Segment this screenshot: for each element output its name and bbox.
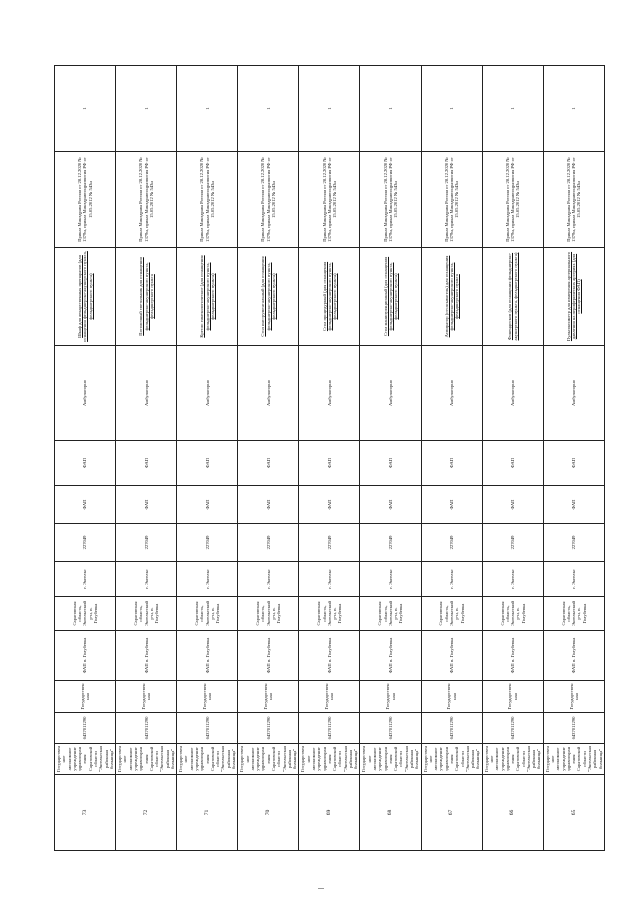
table-row [482,66,543,851]
care-cell: Амбулаторно [55,346,116,441]
orders-cell: Приказ Минздрава России от 28.12.2020 № 1379н, приказ Минздравсоцразвития РФ от 15.05.2012 № 543н [482,152,543,248]
code-cell: 227049 [299,524,360,562]
table-row [238,66,299,851]
code-cell: 227049 [421,524,482,562]
institution-cell: Государственное автономное учреждение здравоохранения Саратовской области "Энгельсская районная больница" [482,744,543,775]
row-number-cell: 72 [116,775,177,851]
unit-cell: ФАП п. Голубевка [421,631,482,681]
care-cell: Амбулаторно [360,346,421,441]
table-row [421,66,482,851]
equipment-cell: Шкаф для лекарственных препаратов (для оснащения фельдшерско-акушерского пункта, фельдшерского пункта) [55,248,116,346]
address-cell: Саратовская область, Энгельсский р-н, п. Голубевка [116,597,177,631]
quantity-cell: 1 [55,66,116,152]
equipment-cell: Пульсоксиметр для измерения артериального давления на периферических артериях (для оснащения ФАП) [543,248,604,346]
type_b-cell: ФАП [299,441,360,486]
type_b-cell: ФАП [421,441,482,486]
row-number-cell: 65 [543,775,604,851]
ownership-cell: Государственная [543,681,604,713]
table-row [360,66,421,851]
row-number-cell: 73 [55,775,116,851]
row-number-cell: 70 [238,775,299,851]
type_a-cell: ФАП [116,486,177,524]
unit-cell: ФАП п. Голубевка [482,631,543,681]
orders-cell: Приказ Минздрава России от 28.12.2020 № 1379н, приказ Минздравсоцразвития РФ от 15.05.2012 № 543н [177,152,238,248]
equipment-cell: Стол манипуляционный (для оснащения фельдшерско-акушерского пункта, фельдшерского пункта) [360,248,421,346]
address-cell: Саратовская область, Энгельсский р-н, п. Голубевка [177,597,238,631]
city-cell: г. Энгельс [238,562,299,597]
code-cell: 227049 [55,524,116,562]
inn-cell: 6437011290 [543,713,604,744]
quantity-cell: 1 [177,66,238,152]
institution-cell: Государственное автономное учреждение здравоохранения Саратовской области "Энгельсская районная больница" [299,744,360,775]
equipment-cell: Аспиратор (отсасыватель) для оснащения фельдшерско-акушерского пункта, фельдшерского пункта [421,248,482,346]
type_a-cell: ФАП [238,486,299,524]
city-cell: г. Энгельс [360,562,421,597]
institution-cell: Государственное автономное учреждение здравоохранения Саратовской области "Энгельсская районная больница" [177,744,238,775]
quantity-cell: 1 [238,66,299,152]
orders-cell: Приказ Минздрава России от 28.12.2020 № 1379н, приказ Минздравсоцразвития РФ от 15.05.2012 № 543н [238,152,299,248]
care-cell: Амбулаторно [299,346,360,441]
institution-cell: Государственное автономное учреждение здравоохранения Саратовской области "Энгельсская районная больница" [421,744,482,775]
table-row [299,66,360,851]
table-row [543,66,604,851]
unit-cell: ФАП п. Голубевка [177,631,238,681]
type_b-cell: ФАП [543,441,604,486]
inn-cell: 6437011290 [116,713,177,744]
ownership-cell: Государственная [55,681,116,713]
orders-cell: Приказ Минздрава России от 28.12.2020 № 1379н, приказ Минздравсоцразвития РФ от 15.05.2012 № 543н [55,152,116,248]
type_a-cell: ФАП [482,486,543,524]
inn-cell: 6437011290 [299,713,360,744]
quantity-cell: 1 [482,66,543,152]
care-cell: Амбулаторно [116,346,177,441]
ownership-cell: Государственная [177,681,238,713]
type_b-cell: ФАП [116,441,177,486]
code-cell: 227049 [360,524,421,562]
quantity-cell: 1 [116,66,177,152]
inn-cell: 6437011290 [421,713,482,744]
code-cell: 227049 [238,524,299,562]
address-cell: Саратовская область, Энгельсский р-н, п. Голубевка [55,597,116,631]
city-cell: г. Энгельс [421,562,482,597]
ownership-cell: Государственная [421,681,482,713]
inn-cell: 6437011290 [482,713,543,744]
type_a-cell: ФАП [299,486,360,524]
city-cell: г. Энгельс [177,562,238,597]
ownership-cell: Государственная [299,681,360,713]
unit-cell: ФАП п. Голубевка [116,631,177,681]
institution-cell: Государственное автономное учреждение здравоохранения Саратовской области "Энгельсская районная больница" [55,744,116,775]
orders-cell: Приказ Минздрава России от 28.12.2020 № 1379н, приказ Минздравсоцразвития РФ от 15.05.2012 № 543н [421,152,482,248]
rotated-table-container [54,66,603,851]
ownership-cell: Государственная [482,681,543,713]
inn-cell: 6437011290 [177,713,238,744]
quantity-cell: 1 [360,66,421,152]
type_b-cell: ФАП [360,441,421,486]
ownership-cell: Государственная [360,681,421,713]
code-cell: 227049 [543,524,604,562]
unit-cell: ФАП п. Голубевка [360,631,421,681]
address-cell: Саратовская область, Энгельсский р-н, п. Голубевка [299,597,360,631]
type_a-cell: ФАП [55,486,116,524]
row-number-cell: 68 [360,775,421,851]
quantity-cell: 1 [421,66,482,152]
institution-cell: Государственное автономное учреждение здравоохранения Саратовской области "Энгельсская районная больница" [543,744,604,775]
quantity-cell: 1 [543,66,604,152]
equipment-cell: Стол инструментальный (для оснащения фельдшерско-акушерского пункта, фельдшерского пункта) [238,248,299,346]
row-number-cell: 67 [421,775,482,851]
inn-cell: 6437011290 [360,713,421,744]
type_a-cell: ФАП [177,486,238,524]
city-cell: г. Энгельс [482,562,543,597]
care-cell: Амбулаторно [482,346,543,441]
orders-cell: Приказ Минздрава России от 28.12.2020 № 1379н, приказ Минздравсоцразвития РФ от 15.05.2012 № 543н [360,152,421,248]
row-number-cell: 66 [482,775,543,851]
address-cell: Саратовская область, Энгельсский р-н, п. Голубевка [543,597,604,631]
code-cell: 227049 [482,524,543,562]
table-row [177,66,238,851]
type_b-cell: ФАП [177,441,238,486]
ownership-cell: Государственная [238,681,299,713]
care-cell: Амбулаторно [238,346,299,441]
address-cell: Саратовская область, Энгельсский р-н, п. Голубевка [482,597,543,631]
quantity-cell: 1 [299,66,360,152]
address-cell: Саратовская область, Энгельсский р-н, п. Голубевка [360,597,421,631]
type_b-cell: ФАП [55,441,116,486]
city-cell: г. Энгельс [55,562,116,597]
table-row [116,66,177,851]
address-cell: Саратовская область, Энгельсский р-н, п. Голубевка [421,597,482,631]
table-row [55,66,116,851]
code-cell: 227049 [177,524,238,562]
city-cell: г. Энгельс [543,562,604,597]
row-number-cell: 69 [299,775,360,851]
city-cell: г. Энгельс [116,562,177,597]
page-mark [318,888,324,889]
unit-cell: ФАП п. Голубевка [238,631,299,681]
equipment-cell: Фонендоскоп (для оснащения фельдшерско-акушерского пункта, фельдшерского пункта) [482,248,543,346]
type_b-cell: ФАП [238,441,299,486]
care-cell: Амбулаторно [177,346,238,441]
unit-cell: ФАП п. Голубевка [543,631,604,681]
ownership-cell: Государственная [116,681,177,713]
type_a-cell: ФАП [421,486,482,524]
institution-cell: Государственное автономное учреждение здравоохранения Саратовской области "Энгельсская районная больница" [360,744,421,775]
type_b-cell: ФАП [482,441,543,486]
inn-cell: 6437011290 [55,713,116,744]
row-number-cell: 71 [177,775,238,851]
unit-cell: ФАП п. Голубевка [55,631,116,681]
city-cell: г. Энгельс [299,562,360,597]
equipment-cell: Потолочный светильник для оснащения фельдшерско-акушерского пункта, фельдшерского пункта [116,248,177,346]
institution-cell: Государственное автономное учреждение здравоохранения Саратовской области "Энгельсская районная больница" [116,744,177,775]
equipment-cell: Кресло гинекологическое (для оснащения фельдшерско-акушерского пункта, фельдшерского пункта) [177,248,238,346]
orders-cell: Приказ Минздрава России от 28.12.2020 № 1379н, приказ Минздравсоцразвития РФ от 15.05.2012 № 543н [543,152,604,248]
equipment-table [54,65,605,851]
address-cell: Саратовская область, Энгельсский р-н, п. Голубевка [238,597,299,631]
care-cell: Амбулаторно [421,346,482,441]
care-cell: Амбулаторно [543,346,604,441]
unit-cell: ФАП п. Голубевка [299,631,360,681]
equipment-cell: Стол процедурный (для оснащения фельдшерско-акушерского пункта, фельдшерского пункта) [299,248,360,346]
inn-cell: 6437011290 [238,713,299,744]
orders-cell: Приказ Минздрава России от 28.12.2020 № 1379н, приказ Минздравсоцразвития РФ от 15.05.2012 № 543н [299,152,360,248]
institution-cell: Государственное автономное учреждение здравоохранения Саратовской области "Энгельсская районная больница" [238,744,299,775]
code-cell: 227049 [116,524,177,562]
type_a-cell: ФАП [543,486,604,524]
type_a-cell: ФАП [360,486,421,524]
orders-cell: Приказ Минздрава России от 28.12.2020 № 1379н, приказ Минздравсоцразвития РФ от 15.05.2012 № 543н [116,152,177,248]
